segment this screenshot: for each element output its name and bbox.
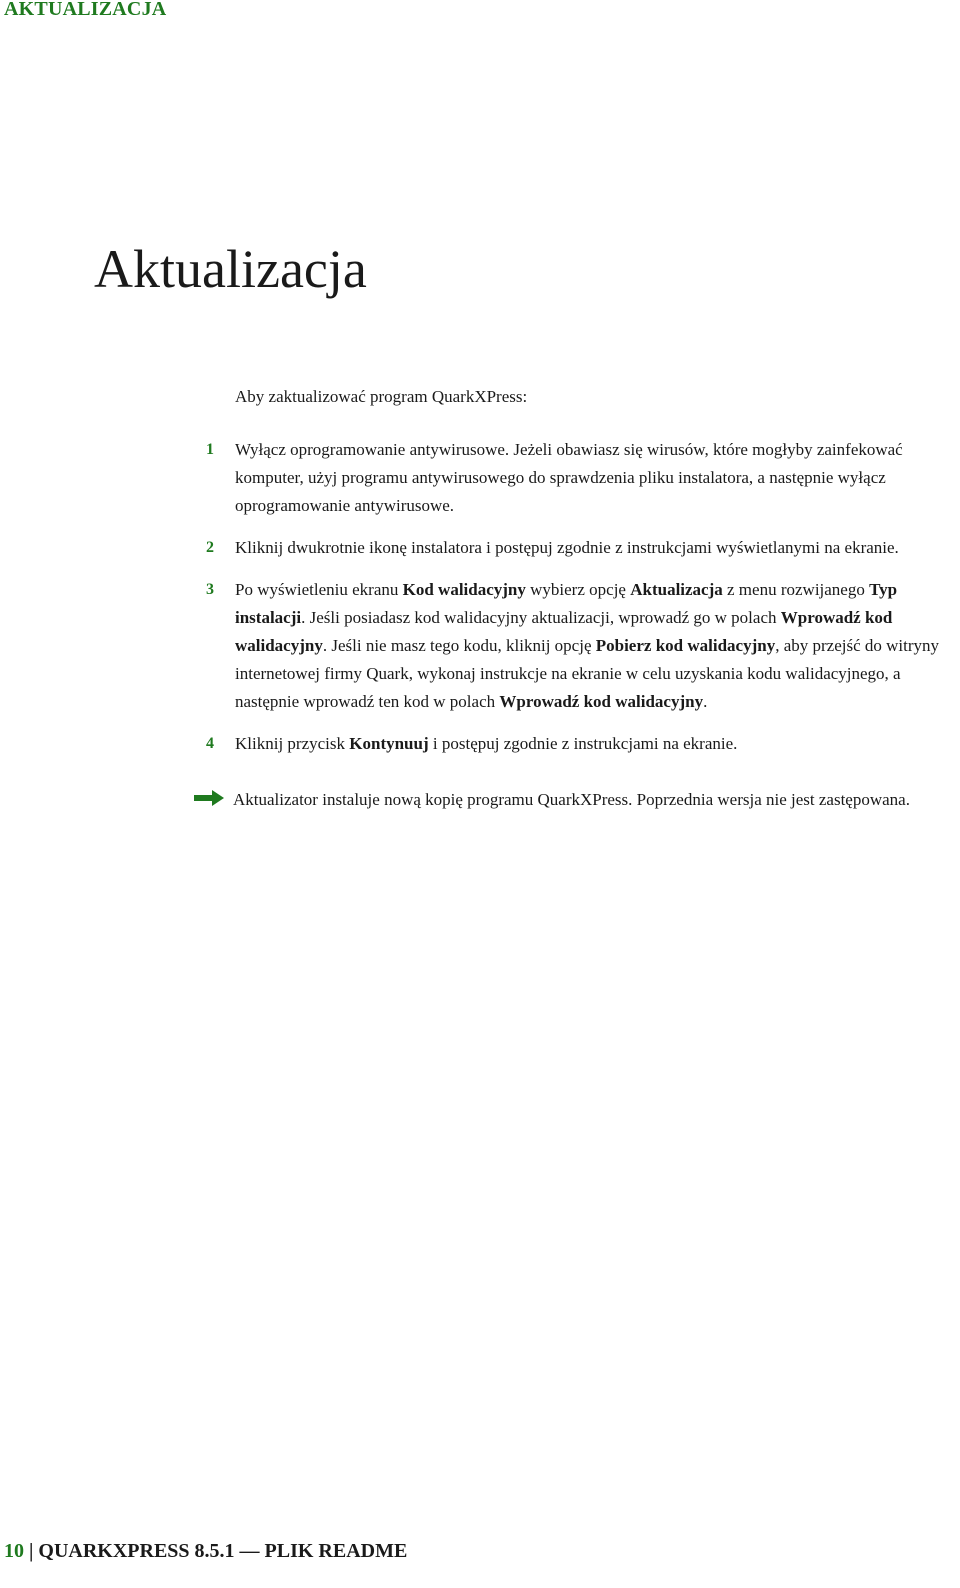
step-text-part: z menu rozwijanego bbox=[722, 580, 870, 599]
ui-term-validation-code: Kod walidacyjny bbox=[402, 580, 526, 599]
steps-list bbox=[200, 436, 950, 772]
step-text-part: . bbox=[703, 692, 708, 711]
step-text-part: . Jeśli posiadasz kod walidacyjny aktualizacji, wprowadź go w polach bbox=[301, 608, 781, 627]
right-arrow-icon bbox=[193, 788, 225, 808]
step-number: 3 bbox=[206, 581, 214, 598]
ui-term-enter-validation-code: Wprowadź kod walidacyjny bbox=[235, 608, 893, 655]
result-text: Aktualizator instaluje nową kopię programu QuarkXPress. Poprzednia wersja nie jest zastępowana. bbox=[233, 790, 910, 809]
running-head: AKTUALIZACJA bbox=[4, 0, 167, 20]
footer-label: QUARKXPRESS 8.5.1 — PLIK README bbox=[38, 1540, 408, 1562]
step-text-part: Po wyświetleniu ekranu bbox=[235, 580, 403, 599]
step-number: 2 bbox=[206, 539, 214, 556]
ui-term-enter-validation-code: Wprowadź kod walidacyjny bbox=[499, 692, 704, 711]
step-number: 1 bbox=[206, 441, 214, 458]
ui-term-continue: Kontynuuj bbox=[349, 734, 429, 753]
step-text-part: Kliknij przycisk bbox=[235, 734, 350, 753]
ui-term-update: Aktualizacja bbox=[630, 580, 723, 599]
page-footer bbox=[4, 1540, 407, 1563]
step-text-part: i postępuj zgodnie z instrukcjami na ekranie. bbox=[428, 734, 738, 753]
footer-separator: | bbox=[24, 1540, 39, 1562]
step-text: Wyłącz oprogramowanie antywirusowe. Jeżeli obawiasz się wirusów, które mogłyby zainfekować komputer, użyj programu antywirusowego do sprawdzenia pliku instalatora, a następnie wyłącz oprogramowanie antywirusowe. bbox=[235, 440, 903, 515]
step-text: Kliknij dwukrotnie ikonę instalatora i postępuj zgodnie z instrukcjami wyświetlanymi na ekranie. bbox=[235, 538, 899, 557]
page-title: Aktualizacja bbox=[94, 239, 367, 299]
intro-text: Aby zaktualizować program QuarkXPress: bbox=[235, 387, 528, 406]
step-number: 4 bbox=[206, 735, 214, 752]
step-2 bbox=[200, 534, 950, 562]
step-text-part: , aby przejść do witryny internetowej firmy Quark, wykonaj instrukcje na ekranie w celu uzyskania kodu walidacyjnego, a następnie wprowadź ten kod w polach bbox=[235, 636, 940, 711]
step-4 bbox=[200, 730, 950, 758]
page-number: 10 bbox=[4, 1540, 24, 1562]
step-1 bbox=[200, 436, 950, 520]
step-text-part: . Jeśli nie masz tego kodu, kliknij opcję bbox=[322, 636, 596, 655]
step-text-part: wybierz opcję bbox=[525, 580, 631, 599]
ui-term-install-type: Typ instalacji bbox=[235, 580, 898, 627]
step-3 bbox=[200, 576, 950, 716]
ui-term-get-validation-code: Pobierz kod walidacyjny bbox=[595, 636, 776, 655]
